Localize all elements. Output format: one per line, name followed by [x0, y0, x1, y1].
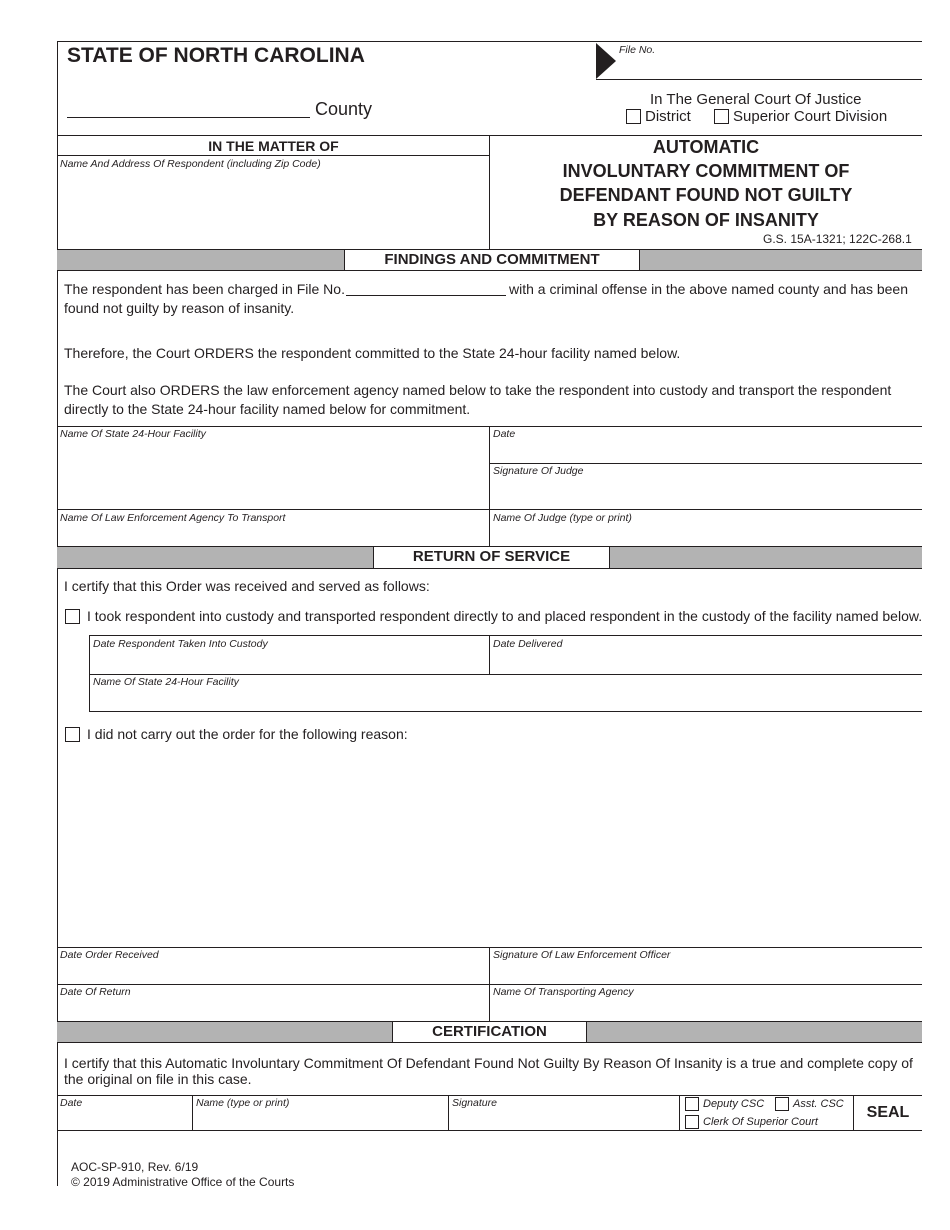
date-received-label: Date Order Received — [60, 949, 159, 961]
state-title: STATE OF NORTH CAROLINA — [67, 44, 365, 67]
district-label: District — [645, 108, 691, 125]
findings-file-no-underline — [346, 295, 506, 296]
certification-text1: I certify that this Automatic Involuntary Commitment Of Defendant Found Not Guilty By Reason Of Insanity is a true and complete copy of — [64, 1055, 913, 1071]
matter-heading-underline — [57, 155, 489, 156]
date-field[interactable] — [493, 442, 918, 462]
service-certify: I certify that this Order was received and served as follows: — [64, 578, 430, 594]
sig-officer-field[interactable] — [493, 963, 918, 983]
option1-grid-top — [89, 635, 922, 636]
respondent-label: Name And Address Of Respondent (including Zip Code) — [60, 158, 321, 170]
agency-label: Name Of Law Enforcement Agency To Transport — [60, 512, 286, 524]
service-heading: RETURN OF SERVICE — [373, 546, 610, 569]
findings-para3a: The Court also ORDERS the law enforcement agency named below to take the respondent into custody and transport the respondent — [64, 382, 892, 398]
asst-csc-label: Asst. CSC — [793, 1098, 844, 1110]
cert-name-label: Name (type or print) — [196, 1097, 290, 1109]
certification-text2: the original on file in this case. — [64, 1071, 252, 1087]
agency-field[interactable] — [60, 526, 485, 544]
option1-grid-bottom — [89, 711, 922, 712]
left-border — [57, 41, 58, 1186]
facility-field[interactable] — [60, 442, 485, 508]
cert-grid-top — [57, 1095, 922, 1096]
reason-field[interactable] — [64, 746, 918, 942]
findings-para1a: The respondent has been charged in File No. — [64, 281, 345, 297]
date-custody-field[interactable] — [93, 652, 485, 672]
date-return-label: Date Of Return — [60, 986, 131, 998]
statute-ref: G.S. 15A-1321; 122C-268.1 — [763, 232, 912, 246]
findings-para3b: directly to the State 24-hour facility named below for commitment. — [64, 401, 471, 417]
file-no-underline — [596, 79, 922, 80]
service-grid-mid — [57, 984, 922, 985]
superior-label: Superior Court Division — [733, 108, 888, 125]
cert-signature-label: Signature — [452, 1097, 497, 1109]
copyright: © 2019 Administrative Office of the Courts — [71, 1175, 295, 1189]
form-title-line3: DEFENDANT FOUND NOT GUILTY — [559, 185, 853, 205]
county-field[interactable] — [67, 98, 310, 118]
facility-label: Name Of State 24-Hour Facility — [60, 428, 206, 440]
county-label: County — [315, 99, 373, 119]
findings-para2: Therefore, the Court ORDERS the respondent committed to the State 24-hour facility named below. — [64, 345, 681, 361]
sig-judge-label: Signature Of Judge — [493, 465, 584, 477]
judge-name-field[interactable] — [493, 526, 918, 544]
date-delivered-label: Date Delivered — [493, 638, 563, 650]
option2-checkbox[interactable] — [65, 727, 80, 742]
deputy-csc-checkbox[interactable] — [685, 1097, 699, 1111]
option1-label: I took respondent into custody and transported respondent directly to and placed respondent in the custody of the facility named below. — [87, 608, 923, 624]
cert-signature-field[interactable] — [452, 1110, 675, 1128]
file-no-arrow-icon — [596, 43, 616, 79]
cert-grid-bottom — [57, 1130, 922, 1131]
option1-mid-divider — [89, 674, 922, 675]
seal-label: SEAL — [866, 1104, 910, 1121]
date-delivered-field[interactable] — [493, 652, 918, 672]
option1-grid-vertical — [489, 635, 490, 674]
findings-para1c: found not guilty by reason of insanity. — [64, 300, 295, 316]
form-number: AOC-SP-910, Rev. 6/19 — [71, 1160, 199, 1174]
cert-vertical-2 — [448, 1095, 449, 1131]
cert-vertical-1 — [192, 1095, 193, 1131]
form-title-line2: INVOLUNTARY COMMITMENT OF — [562, 161, 850, 181]
cert-name-field[interactable] — [196, 1110, 444, 1128]
transport-agency-label: Name Of Transporting Agency — [493, 986, 634, 998]
service-facility-field[interactable] — [93, 690, 918, 710]
form-title-line1: AUTOMATIC — [652, 137, 760, 157]
transport-agency-field[interactable] — [493, 1000, 918, 1018]
top-border — [57, 41, 922, 42]
matter-heading: IN THE MATTER OF — [208, 138, 339, 154]
findings-date-divider — [489, 463, 922, 464]
service-facility-label: Name Of State 24-Hour Facility — [93, 676, 239, 688]
sig-judge-field[interactable] — [493, 479, 918, 507]
findings-mid-divider — [57, 509, 922, 510]
date-label: Date — [493, 428, 516, 440]
option1-checkbox[interactable] — [65, 609, 80, 624]
cert-vertical-3 — [679, 1095, 680, 1131]
deputy-csc-label: Deputy CSC — [703, 1098, 765, 1110]
respondent-field[interactable] — [60, 172, 485, 244]
clerk-checkbox[interactable] — [685, 1115, 699, 1129]
county-underline — [67, 117, 310, 118]
form-title-line4: BY REASON OF INSANITY — [593, 210, 819, 230]
certification-heading: CERTIFICATION — [392, 1021, 587, 1043]
court-label: In The General Court Of Justice — [650, 91, 862, 108]
date-custody-label: Date Respondent Taken Into Custody — [93, 638, 268, 650]
district-checkbox[interactable] — [626, 109, 641, 124]
file-no-field[interactable] — [618, 58, 918, 78]
sig-officer-label: Signature Of Law Enforcement Officer — [493, 949, 671, 961]
clerk-label: Clerk Of Superior Court — [703, 1116, 818, 1128]
file-no-label: File No. — [619, 44, 656, 56]
asst-csc-checkbox[interactable] — [775, 1097, 789, 1111]
option2-label: I did not carry out the order for the following reason: — [87, 726, 408, 742]
cert-date-label: Date — [60, 1097, 83, 1109]
findings-para1b: with a criminal offense in the above named county and has been — [509, 281, 908, 297]
date-return-field[interactable] — [60, 1000, 485, 1018]
superior-checkbox[interactable] — [714, 109, 729, 124]
date-received-field[interactable] — [60, 963, 485, 983]
cert-date-field[interactable] — [60, 1110, 188, 1128]
findings-heading: FINDINGS AND COMMITMENT — [344, 249, 640, 271]
findings-grid-vertical — [489, 426, 490, 546]
judge-name-label: Name Of Judge (type or print) — [493, 512, 632, 524]
